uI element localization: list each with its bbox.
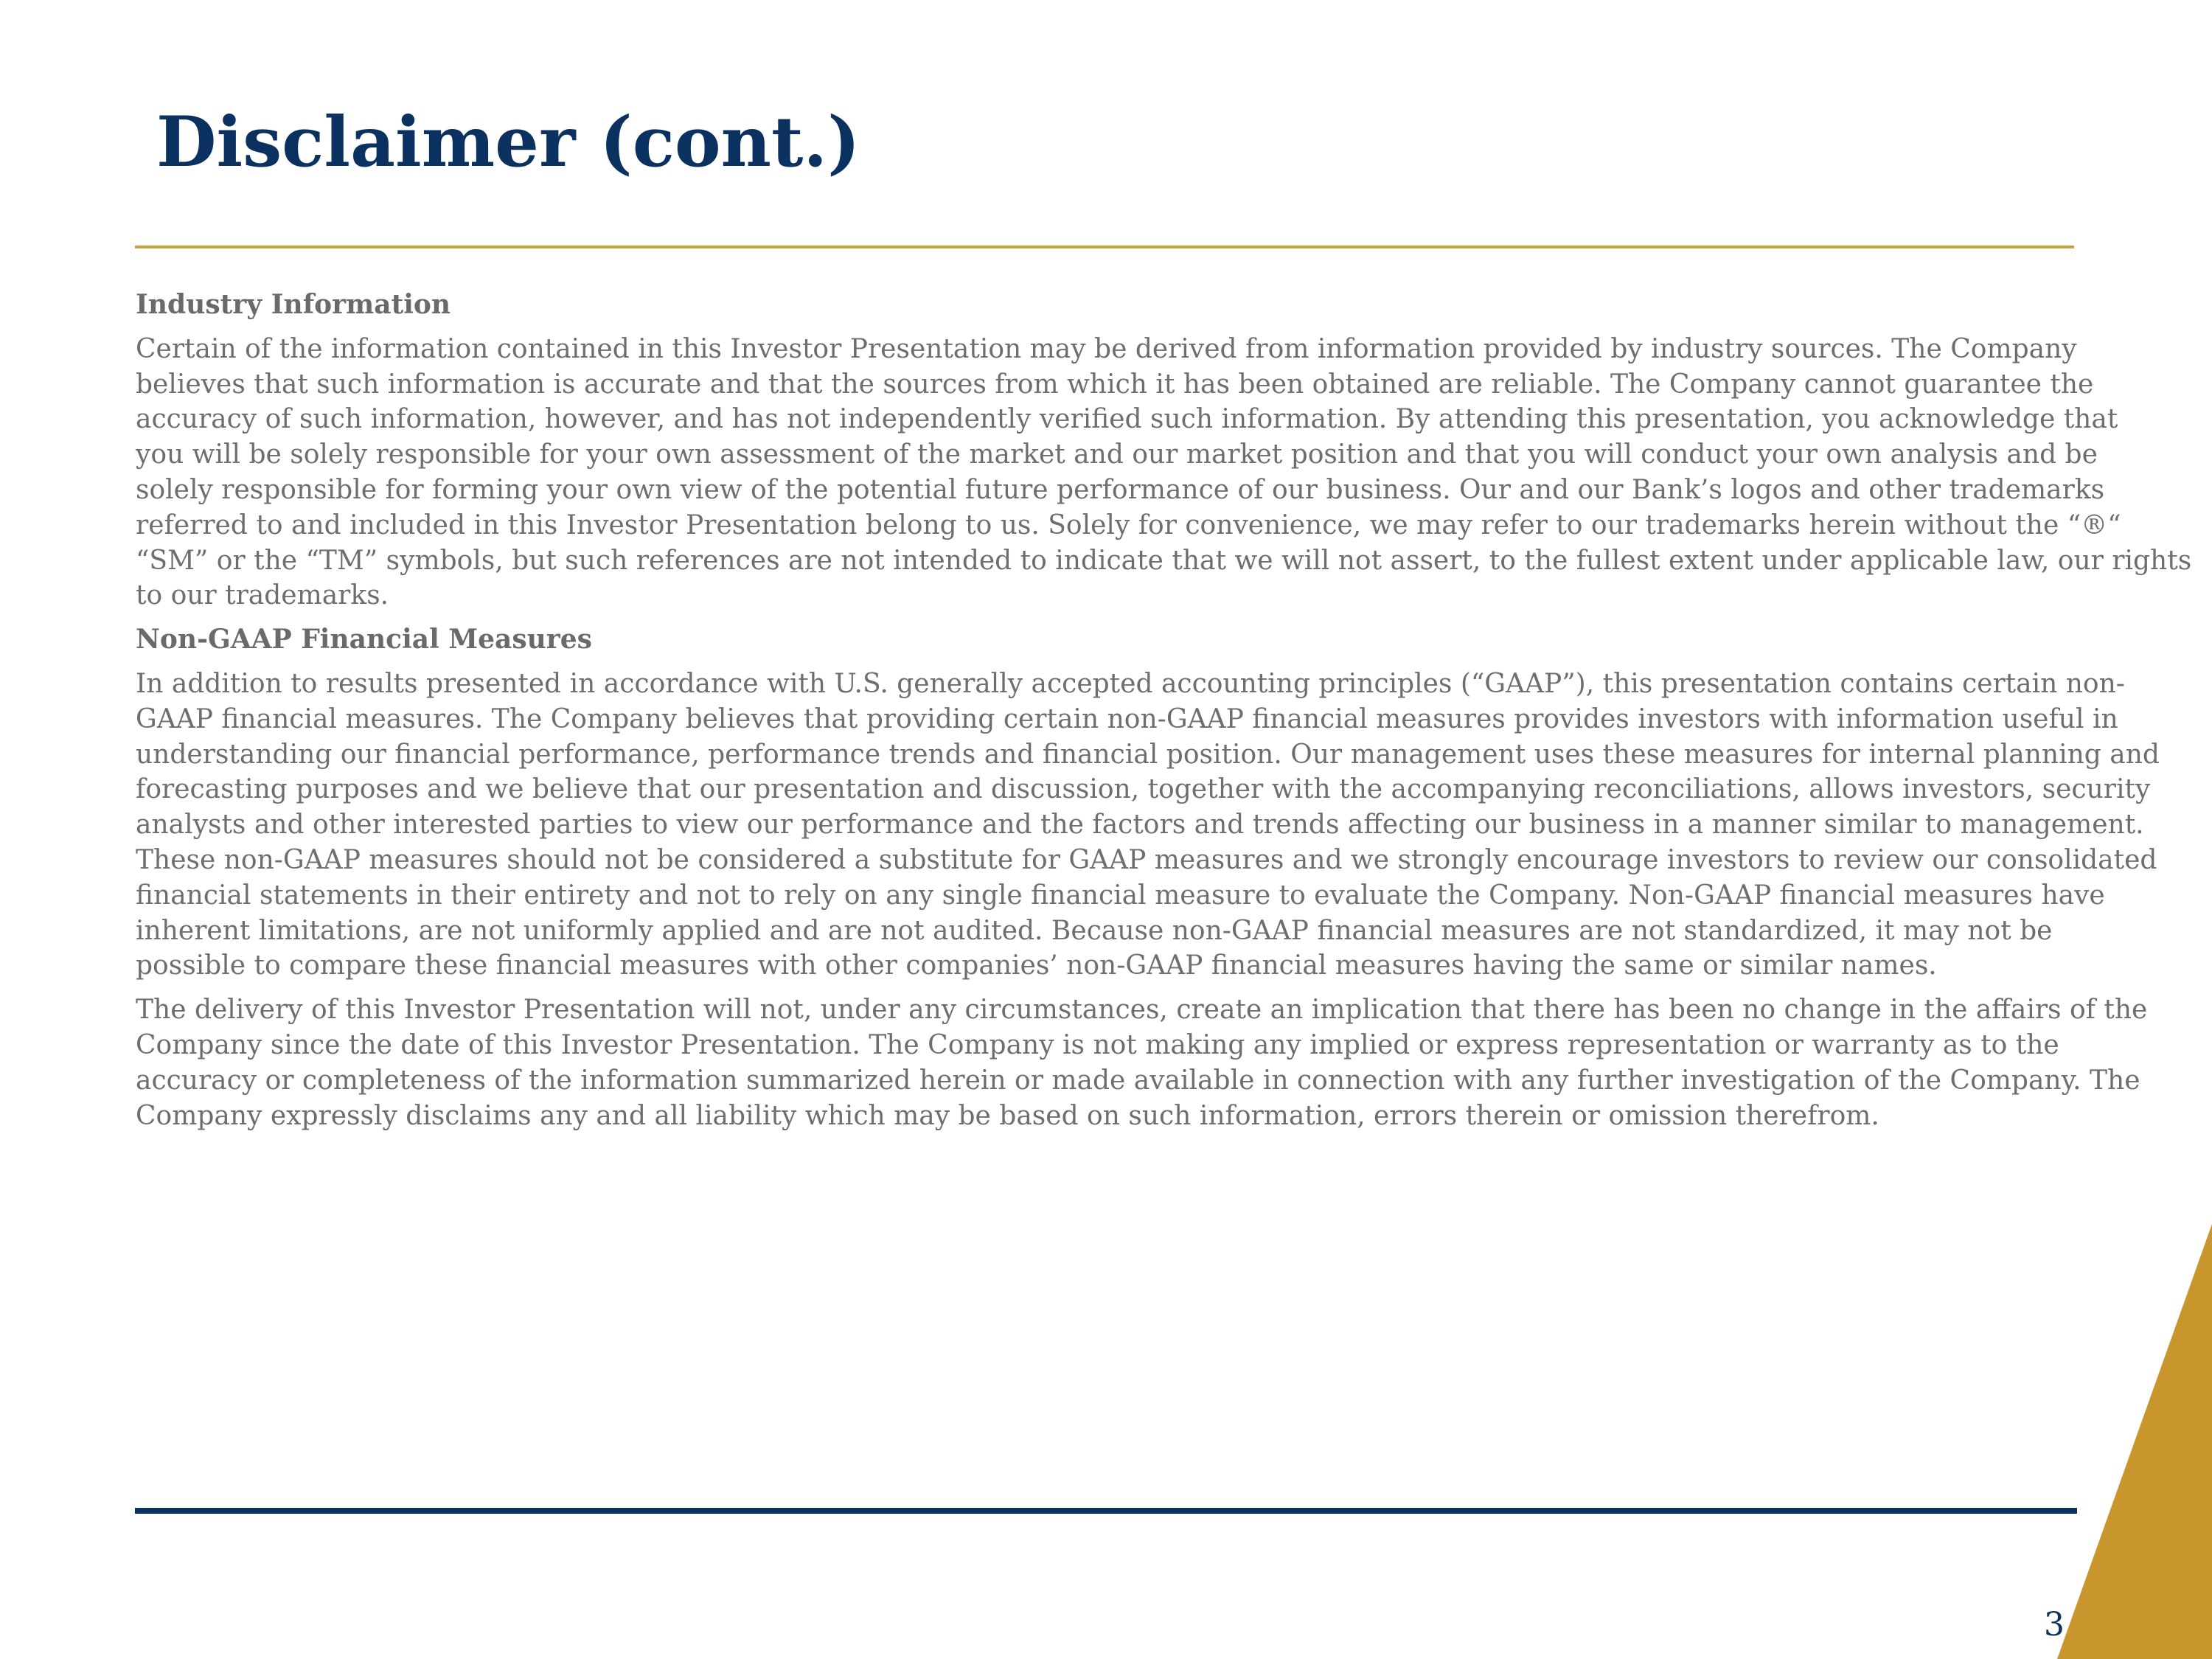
section-heading: Non-GAAP Financial Measures <box>136 624 592 655</box>
slide-title: Disclaimer (cont.) <box>156 102 860 183</box>
text-line: possible to compare these financial measures with other companies’ non-GAAP financial measures having the same or similar names. <box>136 950 1937 981</box>
section-heading: Industry Information <box>136 289 451 320</box>
title-divider <box>135 246 2074 248</box>
footer-divider <box>135 1508 2077 1514</box>
page-number: 3 <box>2044 1606 2065 1644</box>
text-line: forecasting purposes and we believe that our presentation and discussion, together with the accompanying reconciliations, allows investors, security <box>136 774 2151 805</box>
disclaimer-body <box>136 288 2192 1142</box>
text-line: inherent limitations, are not uniformly applied and are not audited. Because non-GAAP financial measures are not standardized, it may not be <box>136 915 2053 946</box>
text-line: Certain of the information contained in this Investor Presentation may be derived from information provided by industry sources. The Company <box>136 333 2077 364</box>
section-non-gaap-financial-measures <box>136 622 2160 1133</box>
text-line: believes that such information is accurate and that the sources from which it has been obtained are reliable. The Company cannot guarantee the <box>136 369 2094 400</box>
paragraph <box>136 667 2160 984</box>
text-line: These non-GAAP measures should not be considered a substitute for GAAP measures and we strongly encourage investors to review our consolidated <box>136 844 2157 875</box>
section-industry-information <box>136 288 2192 613</box>
corner-accent-triangle <box>2057 1224 2212 1659</box>
paragraph <box>136 992 2148 1133</box>
paragraph <box>136 332 2192 613</box>
text-line: accuracy or completeness of the information summarized herein or made available in connection with any further investigation of the Company. The <box>136 1065 2140 1096</box>
text-line: you will be solely responsible for your own assessment of the market and our market position and that you will conduct your own analysis and be <box>136 439 2098 470</box>
text-line: solely responsible for forming your own view of the potential future performance of our business. Our and our Bank’s logos and other trademarks <box>136 474 2105 505</box>
text-line: understanding our financial performance, performance trends and financial position. Our management uses these measures for internal planning and <box>136 739 2160 770</box>
text-line: analysts and other interested parties to view our performance and the factors and trends affecting our business in a manner similar to management. <box>136 810 2144 841</box>
text-line: Company expressly disclaims any and all liability which may be based on such information, errors therein or omission therefrom. <box>136 1100 1879 1131</box>
text-line: Company since the date of this Investor Presentation. The Company is not making any implied or express representation or warranty as to the <box>136 1029 2059 1060</box>
text-line: referred to and included in this Investor Presentation belong to us. Solely for convenience, we may refer to our trademarks herein without the “®“ <box>136 509 2121 540</box>
text-line: “SM” or the “TM” symbols, but such references are not intended to indicate that we will not assert, to the fullest extent under applicable law, our rights <box>136 545 2192 576</box>
text-line: In addition to results presented in accordance with U.S. generally accepted accounting principles (“GAAP”), this presentation contains certain non- <box>136 668 2125 699</box>
text-line: The delivery of this Investor Presentation will not, under any circumstances, create an implication that there has been no change in the affairs of the <box>136 995 2148 1026</box>
text-line: financial statements in their entirety and not to rely on any single financial measure to evaluate the Company. Non-GAAP financial measures have <box>136 880 2105 911</box>
text-line: accuracy of such information, however, and has not independently verified such information. By attending this presentation, you acknowledge that <box>136 404 2118 435</box>
text-line: to our trademarks. <box>136 580 389 611</box>
text-line: GAAP financial measures. The Company believes that providing certain non-GAAP financial measures provides investors with information useful in <box>136 703 2118 734</box>
